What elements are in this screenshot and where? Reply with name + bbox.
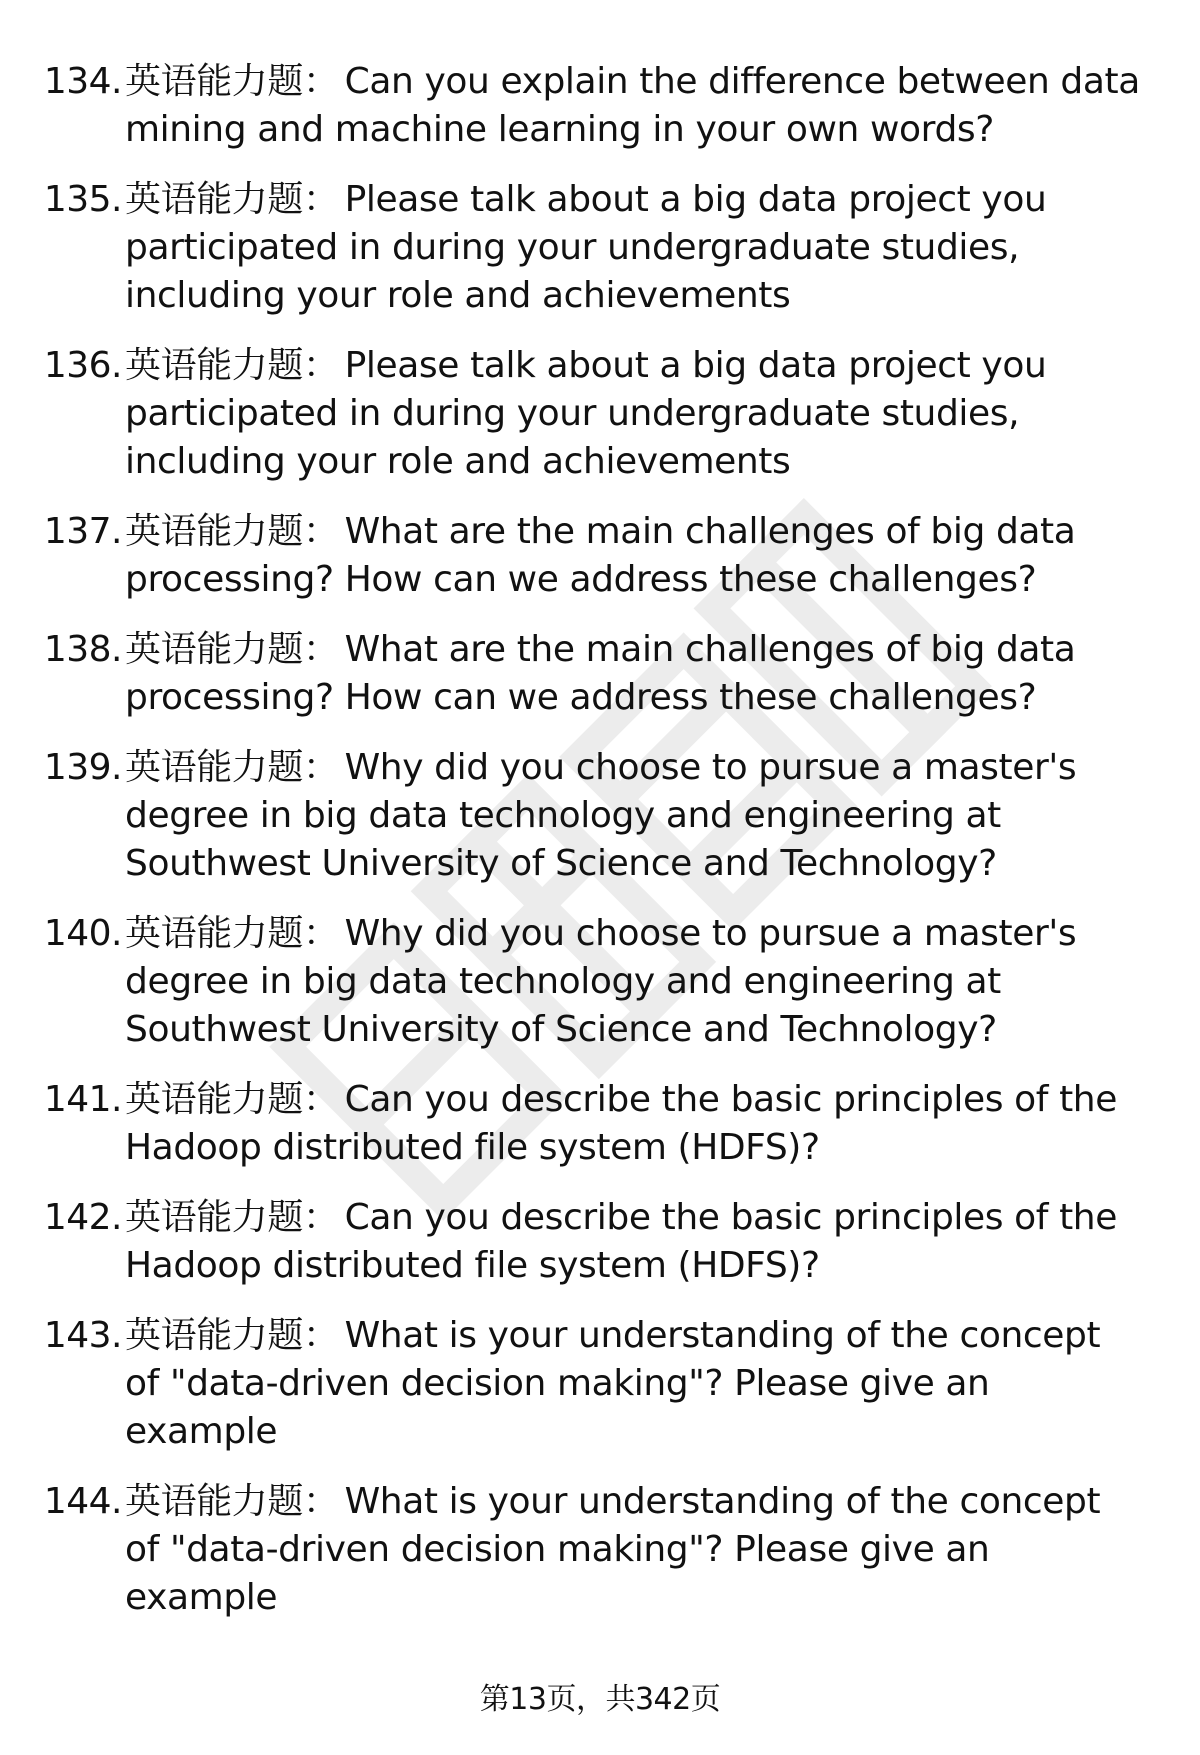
question-body	[125, 1478, 1145, 1622]
question-category: 英语能力题：	[125, 1481, 339, 1522]
question-body	[125, 1194, 1145, 1290]
question-text: Please talk about a big data project you participated in during your undergraduate studies, including your role and achievements	[125, 179, 1047, 316]
question-item	[0, 342, 1200, 486]
question-item	[0, 626, 1200, 722]
question-item	[0, 58, 1200, 154]
page-indicator: 第13页，共342页	[479, 1682, 721, 1717]
question-item	[0, 910, 1200, 1054]
question-text: What is your understanding of the concept of "data-driven decision making"? Please give an example	[125, 1315, 1101, 1452]
question-text: Please talk about a big data project you participated in during your undergraduate studies, including your role and achievements	[125, 345, 1047, 482]
question-item	[0, 508, 1200, 604]
question-category: 英语能力题：	[125, 511, 339, 552]
question-text: Why did you choose to pursue a master's degree in big data technology and engineering at Southwest University of Science and Technology?	[125, 747, 1077, 884]
question-item	[0, 176, 1200, 320]
question-body	[125, 626, 1145, 722]
question-body	[125, 910, 1145, 1054]
question-number: 136.	[43, 345, 122, 386]
question-number: 139.	[43, 747, 122, 788]
question-number: 144.	[43, 1481, 122, 1522]
question-body	[125, 1312, 1145, 1456]
question-item	[0, 1478, 1200, 1622]
question-number: 134.	[43, 61, 122, 102]
question-body	[125, 1076, 1145, 1172]
question-body	[125, 58, 1145, 154]
question-category: 英语能力题：	[125, 747, 339, 788]
question-category: 英语能力题：	[125, 61, 339, 102]
question-item	[0, 744, 1200, 888]
question-body	[125, 744, 1145, 888]
question-text: What are the main challenges of big data processing? How can we address these challenges?	[125, 511, 1076, 600]
question-category: 英语能力题：	[125, 629, 339, 670]
question-text: Can you describe the basic principles of the Hadoop distributed file system (HDFS)?	[125, 1197, 1117, 1286]
question-text: Can you describe the basic principles of the Hadoop distributed file system (HDFS)?	[125, 1079, 1117, 1168]
question-category: 英语能力题：	[125, 1197, 339, 1238]
question-category: 英语能力题：	[125, 1315, 339, 1356]
question-item	[0, 1312, 1200, 1456]
question-category: 英语能力题：	[125, 345, 339, 386]
question-number: 137.	[43, 511, 122, 552]
question-number: 143.	[43, 1315, 122, 1356]
question-number: 138.	[43, 629, 122, 670]
question-number: 135.	[43, 179, 122, 220]
question-category: 英语能力题：	[125, 1079, 339, 1120]
question-item	[0, 1076, 1200, 1172]
question-number: 142.	[43, 1197, 122, 1238]
question-number: 140.	[43, 913, 122, 954]
question-text: Why did you choose to pursue a master's degree in big data technology and engineering at Southwest University of Science and Technology?	[125, 913, 1077, 1050]
question-text: What is your understanding of the concept of "data-driven decision making"? Please give an example	[125, 1481, 1101, 1618]
question-item	[0, 1194, 1200, 1290]
question-category: 英语能力题：	[125, 913, 339, 954]
question-body	[125, 176, 1145, 320]
question-text: Can you explain the difference between data mining and machine learning in your own words?	[125, 61, 1140, 150]
question-body	[125, 508, 1145, 604]
question-text: What are the main challenges of big data processing? How can we address these challenges?	[125, 629, 1076, 718]
question-body	[125, 342, 1145, 486]
question-category: 英语能力题：	[125, 179, 339, 220]
question-number: 141.	[43, 1079, 122, 1120]
question-list	[0, 58, 1200, 1644]
